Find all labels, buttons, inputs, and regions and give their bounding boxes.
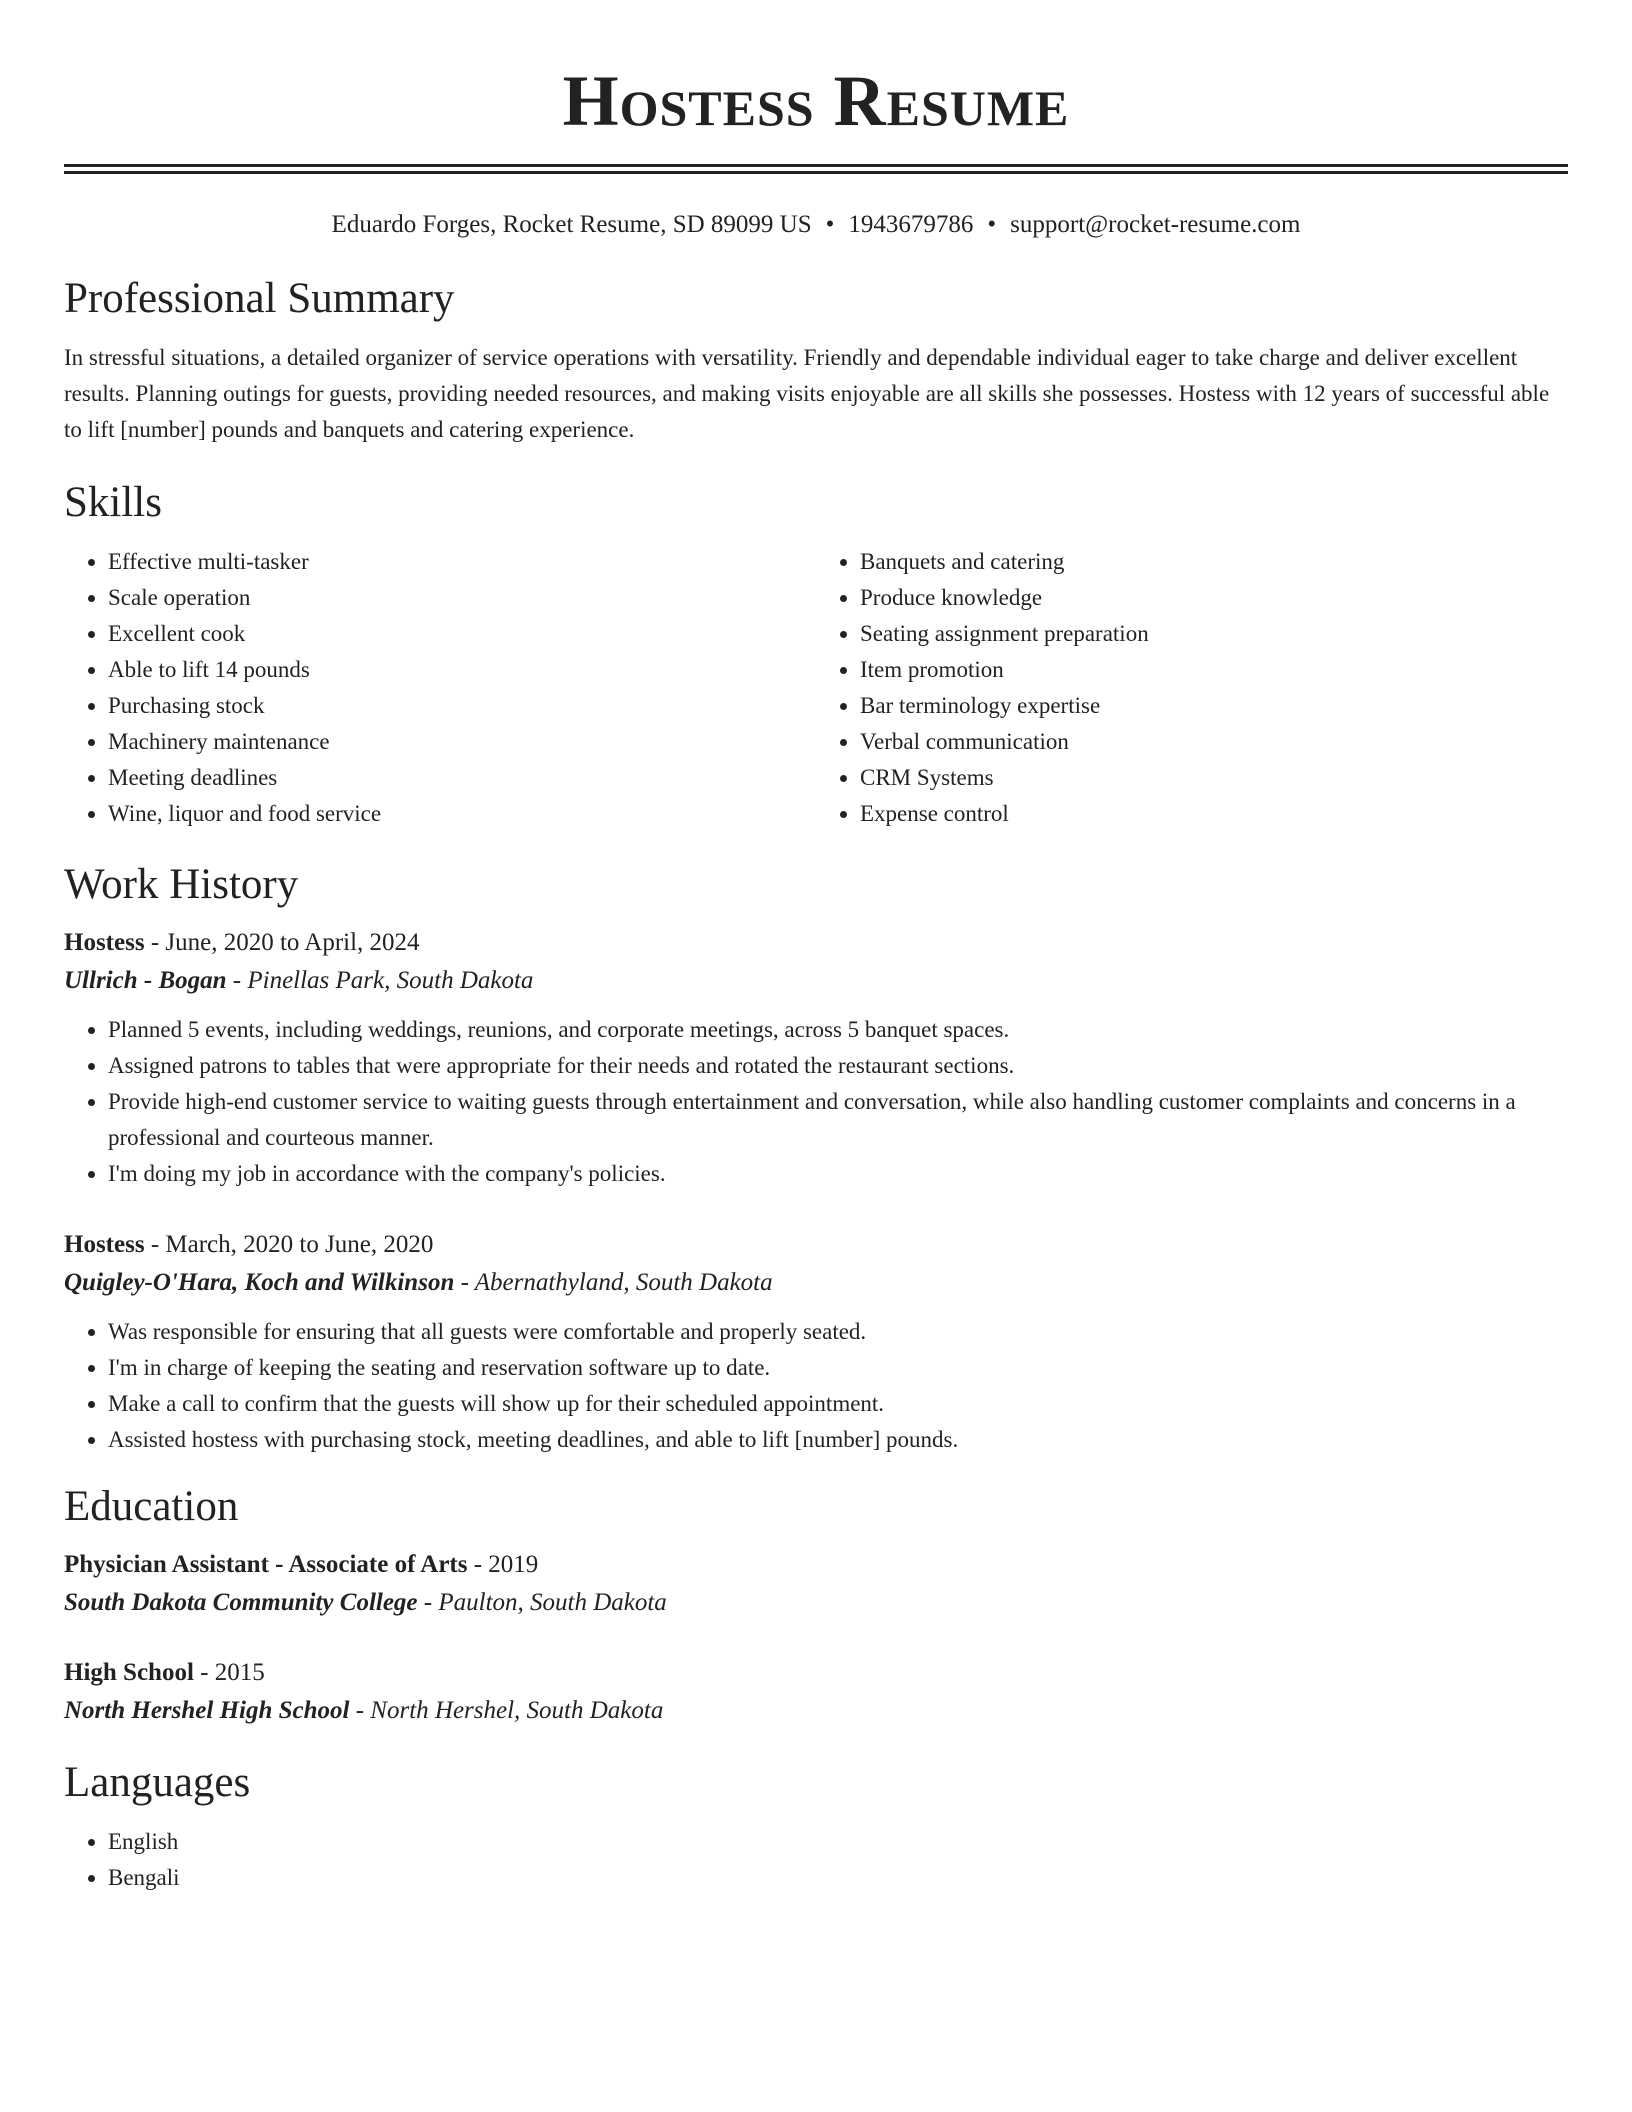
job-employer xyxy=(64,1264,1568,1302)
contact-line xyxy=(64,208,1568,242)
skill-item: • Able to lift 14 pounds xyxy=(108,652,816,688)
job-dates: - March, 2020 to June, 2020 xyxy=(144,1231,434,1258)
skills-heading: Skills xyxy=(64,479,162,526)
education-location: - Paulton, South Dakota xyxy=(417,1589,667,1616)
skill-item: • Produce knowledge xyxy=(860,580,1568,616)
job-bullet: • I'm doing my job in accordance with the company's policies. xyxy=(108,1156,1568,1192)
skill-item: • Seating assignment preparation xyxy=(860,616,1568,652)
job-bullets xyxy=(64,1012,1568,1192)
skills-section xyxy=(64,476,1568,832)
skill-item: • Effective multi-tasker xyxy=(108,544,816,580)
education-entry xyxy=(64,1654,1568,1730)
job-title: Hostess xyxy=(64,1231,145,1258)
education-section xyxy=(64,1480,1568,1730)
work-history-section xyxy=(64,858,1568,1458)
education-location: - North Hershel, South Dakota xyxy=(349,1697,664,1724)
work-history-heading: Work History xyxy=(64,861,299,908)
education-year: - 2019 xyxy=(467,1551,539,1578)
job-header xyxy=(64,924,1568,962)
job-bullet: • Planned 5 events, including weddings, reunions, and corporate meetings, across 5 banquet spaces. xyxy=(108,1012,1568,1048)
skills-right-list xyxy=(816,544,1568,832)
contact-phone: 1943679786 xyxy=(848,211,974,238)
job-title: Hostess xyxy=(64,929,145,956)
skill-item: • Excellent cook xyxy=(108,616,816,652)
education-year: - 2015 xyxy=(193,1659,265,1686)
skill-item: • Scale operation xyxy=(108,580,816,616)
job-dates: - June, 2020 to April, 2024 xyxy=(144,929,420,956)
education-degree: Physician Assistant - Associate of Arts xyxy=(64,1551,468,1578)
job-location: - Pinellas Park, South Dakota xyxy=(226,967,534,994)
language-item: • Bengali xyxy=(108,1860,1568,1896)
title-double-rule xyxy=(64,164,1568,174)
job-bullet: • Assisted hostess with purchasing stock, meeting deadlines, and able to lift [number] pounds. xyxy=(108,1422,1568,1458)
job-header xyxy=(64,1226,1568,1264)
skill-item: • Meeting deadlines xyxy=(108,760,816,796)
education-header xyxy=(64,1654,1568,1692)
skill-item: • CRM Systems xyxy=(860,760,1568,796)
summary-section xyxy=(64,272,1568,448)
job-bullet: • Assigned patrons to tables that were appropriate for their needs and rotated the restaurant sections. xyxy=(108,1048,1568,1084)
language-item: • English xyxy=(108,1824,1568,1860)
education-header xyxy=(64,1546,1568,1584)
skill-item: • Purchasing stock xyxy=(108,688,816,724)
skill-item: • Verbal communication xyxy=(860,724,1568,760)
contact-separator: • xyxy=(825,211,835,238)
contact-separator: • xyxy=(987,211,997,238)
languages-list xyxy=(64,1824,1568,1896)
summary-heading: Professional Summary xyxy=(64,275,455,322)
languages-heading: Languages xyxy=(64,1759,251,1806)
skill-item: • Expense control xyxy=(860,796,1568,832)
education-school: South Dakota Community College xyxy=(64,1589,418,1616)
skill-item: • Banquets and catering xyxy=(860,544,1568,580)
job-company: Ullrich - Bogan xyxy=(64,967,227,994)
job-location: - Abernathyland, South Dakota xyxy=(454,1269,773,1296)
skill-item: • Machinery maintenance xyxy=(108,724,816,760)
job-entry xyxy=(64,1226,1568,1458)
languages-section xyxy=(64,1756,1568,1896)
education-institution xyxy=(64,1584,1568,1622)
skill-item: • Item promotion xyxy=(860,652,1568,688)
skills-columns xyxy=(64,544,1568,832)
job-bullet: • I'm in charge of keeping the seating and reservation software up to date. xyxy=(108,1350,1568,1386)
education-institution xyxy=(64,1692,1568,1730)
contact-address: Eduardo Forges, Rocket Resume, SD 89099 US xyxy=(331,211,812,238)
job-entry xyxy=(64,924,1568,1192)
skill-item: • Wine, liquor and food service xyxy=(108,796,816,832)
job-bullets xyxy=(64,1314,1568,1458)
skill-item: • Bar terminology expertise xyxy=(860,688,1568,724)
education-heading: Education xyxy=(64,1483,239,1530)
contact-email: support@rocket-resume.com xyxy=(1010,211,1301,238)
job-bullet: • Provide high-end customer service to waiting guests through entertainment and conversation, while also handling customer complaints and concerns in a professional and courteous manner. xyxy=(108,1084,1568,1156)
education-school: North Hershel High School xyxy=(64,1697,350,1724)
skills-left-list xyxy=(64,544,816,832)
job-company: Quigley-O'Hara, Koch and Wilkinson xyxy=(64,1269,455,1296)
resume-title: Hostess Resume xyxy=(562,61,1070,141)
job-bullet: • Make a call to confirm that the guests will show up for their scheduled appointment. xyxy=(108,1386,1568,1422)
job-employer xyxy=(64,962,1568,1000)
summary-text: In stressful situations, a detailed organizer of service operations with versatility. Friendly and dependable individual eager to take charge and deliver excellent results. Planning outings for guests, providing needed resources, and making visits enjoyable are all skills she possesses. Hostess with 12 years of successful able to lift [number] pounds and banquets and catering experience. xyxy=(64,345,1550,442)
education-entry xyxy=(64,1546,1568,1622)
education-degree: High School xyxy=(64,1659,194,1686)
job-bullet: • Was responsible for ensuring that all guests were comfortable and properly seated. xyxy=(108,1314,1568,1350)
